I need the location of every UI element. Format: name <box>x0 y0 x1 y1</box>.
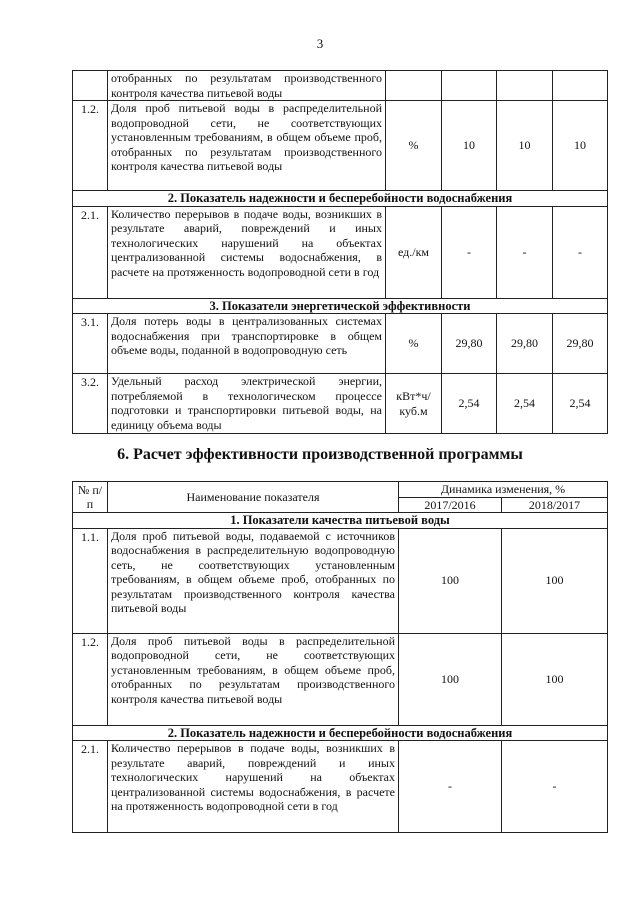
section-heading: 6. Расчет эффективности производственной программы <box>117 446 523 463</box>
value-cell: 2,54 <box>442 374 497 434</box>
page-number: 3 <box>316 36 324 51</box>
value-cell: 2,54 <box>553 374 608 434</box>
table-row <box>73 633 608 725</box>
indicator-name: отобранных по результатам производственного контроля качества питьевой воды <box>108 71 386 101</box>
header-year: 2018/2017 <box>502 497 608 513</box>
unit-cell: кВт*ч/ куб.м <box>386 374 442 434</box>
section-title: 2. Показатель надежности и бесперебойности водоснабжения <box>73 191 608 207</box>
value-cell: 29,80 <box>442 314 497 374</box>
table-row <box>73 101 608 191</box>
section-row <box>73 513 608 529</box>
unit-cell: ед./км <box>386 206 442 298</box>
unit-cell: % <box>386 101 442 191</box>
unit-cell <box>386 71 442 101</box>
value-cell <box>553 71 608 101</box>
table-row <box>73 528 608 633</box>
indicator-name: Количество перерывов в подаче воды, возникших в результате аварий, повреждений и иных технологических нарушений на объектах централизованной системы водоснабжения, в расчете на протяженность водопроводной сети в год <box>108 741 399 833</box>
header-number: № п/п <box>73 482 108 513</box>
header-dynamics: Динамика изменения, % <box>399 482 608 498</box>
section-row <box>73 298 608 314</box>
value-cell: - <box>399 741 502 833</box>
table-row <box>73 206 608 298</box>
efficiency-table <box>72 481 608 833</box>
value-cell: - <box>553 206 608 298</box>
row-number: 3.1. <box>73 314 108 374</box>
row-number: 2.1. <box>73 741 108 833</box>
table-row <box>73 741 608 833</box>
value-cell: 100 <box>399 528 502 633</box>
table-row <box>73 71 608 101</box>
value-cell: 10 <box>442 101 497 191</box>
header-row <box>73 482 608 498</box>
row-number: 2.1. <box>73 206 108 298</box>
section-title: 3. Показатели энергетической эффективности <box>73 298 608 314</box>
row-number: 1.1. <box>73 528 108 633</box>
section-title: 2. Показатель надежности и бесперебойности водоснабжения <box>73 725 608 741</box>
value-cell: 29,80 <box>553 314 608 374</box>
indicator-name: Доля проб питьевой воды в распределительной водопроводной сети, не соответствующих установленным требованиям, в общем объеме проб, отобранных по результатам производственного контроля качества питьевой воды <box>108 101 386 191</box>
row-number <box>73 71 108 101</box>
value-cell: 100 <box>502 633 608 725</box>
section-row <box>73 725 608 741</box>
table-row <box>73 314 608 374</box>
unit-cell: % <box>386 314 442 374</box>
table-row <box>73 374 608 434</box>
row-number: 1.2. <box>73 633 108 725</box>
row-number: 1.2. <box>73 101 108 191</box>
row-number: 3.2. <box>73 374 108 434</box>
indicator-name: Доля проб питьевой воды в распределительной водопроводной сети, не соответствующих установленным требованиям, в общем объеме проб, отобранных по результатам производственного контроля качества питьевой воды <box>108 633 399 725</box>
indicator-name: Доля потерь воды в централизованных системах водоснабжения при транспортировке в общем объеме воды, поданной в водопроводную сеть <box>108 314 386 374</box>
indicators-table-continued <box>72 70 608 434</box>
indicator-name: Количество перерывов в подаче воды, возникших в результате аварий, повреждений и иных технологических нарушений на объектах централизованной системы водоснабжения, в расчете на протяженность водопроводной сети в год <box>108 206 386 298</box>
value-cell: 10 <box>553 101 608 191</box>
value-cell: 29,80 <box>497 314 553 374</box>
value-cell: - <box>497 206 553 298</box>
value-cell: 100 <box>502 528 608 633</box>
indicator-name: Удельный расход электрической энергии, потребляемой в технологическом процессе подготовки и транспортировки питьевой воды, на единицу объема воды <box>108 374 386 434</box>
header-name: Наименование показателя <box>108 482 399 513</box>
section-row <box>73 191 608 207</box>
value-cell: - <box>502 741 608 833</box>
value-cell <box>442 71 497 101</box>
value-cell: 10 <box>497 101 553 191</box>
value-cell: - <box>442 206 497 298</box>
section-title: 1. Показатели качества питьевой воды <box>73 513 608 529</box>
value-cell <box>497 71 553 101</box>
header-year: 2017/2016 <box>399 497 502 513</box>
value-cell: 2,54 <box>497 374 553 434</box>
value-cell: 100 <box>399 633 502 725</box>
indicator-name: Доля проб питьевой воды, подаваемой с источников водоснабжения в распределительную водопроводную сеть, не соответствующих установленным требованиям, в общем объеме проб, отобранных по результатам производственного контроля качества питьевой воды <box>108 528 399 633</box>
